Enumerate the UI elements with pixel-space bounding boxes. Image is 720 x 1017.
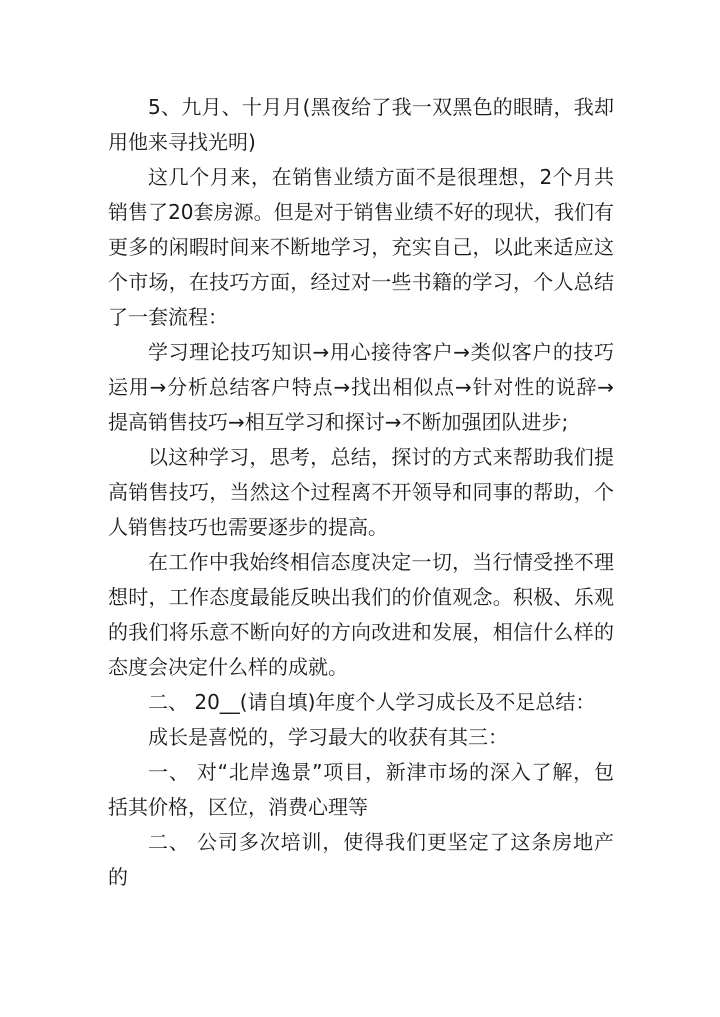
paragraph-learning-process: 学习理论技巧知识→用心接待客户→类似客户的技巧运用→分析总结客户特点→找出相似点→针对性的说辞→提高销售技巧→相互学习和探讨→不断加强团队进步; [108,340,614,434]
paragraph-sales-performance: 这几个月来，在销售业绩方面不是很理想，2个月共销售了20套房源。但是对于销售业绩不好的现状，我们有更多的闲暇时间来不断地学习，充实自己，以此来适应这个市场，在技巧方面，经过对一些书籍的学习，个人总结了一套流程： [108,165,614,329]
paragraph-gain-2: 二、 公司多次培训，使得我们更坚定了这条房地产的 [108,830,614,889]
paragraph-gain-1: 一、 对“北岸逸景”项目，新津市场的深入了解，包括其价格，区位，消费心理等 [108,760,614,819]
paragraph-section-2-heading: 二、 20__(请自填)年度个人学习成长及不足总结： [148,690,596,714]
paragraph-work-attitude: 在工作中我始终相信态度决定一切，当行情受挫不理想时，工作态度最能反映出我们的价值观念。积极、乐观的我们将乐意不断向好的方向改进和发展，相信什么样的态度会决定什么样的成就。 [108,550,614,679]
document-body [108,90,614,895]
paragraph-growth-intro: 成长是喜悦的，学习最大的收获有其三： [148,725,508,749]
paragraph-learning-method: 以这种学习，思考，总结，探讨的方式来帮助我们提高销售技巧，当然这个过程离不开领导和同事的帮助，个人销售技巧也需要逐步的提高。 [108,445,614,539]
paragraph-section-5-heading: 5、九月、十月月(黑夜给了我一双黑色的眼睛，我却用他来寻找光明) [108,95,614,154]
